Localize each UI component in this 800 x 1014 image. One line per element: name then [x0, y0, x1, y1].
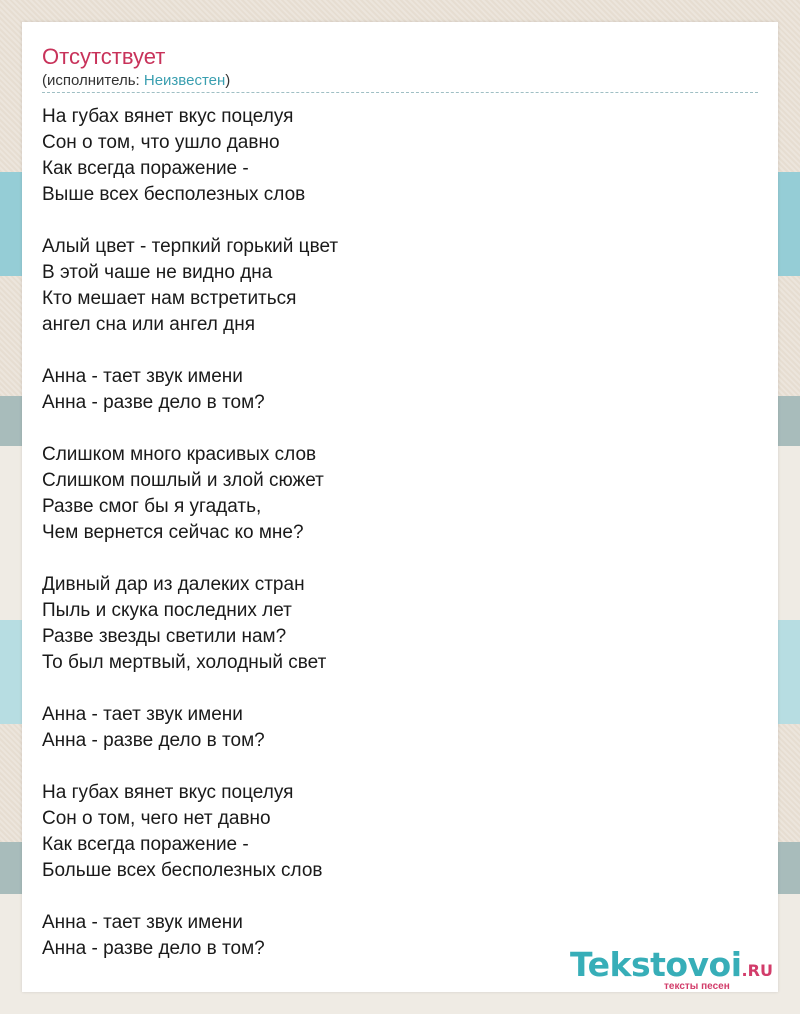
lyrics-line: В этой чаше не видно дна — [42, 262, 273, 283]
lyrics-line: Разве звезды светили нам? — [42, 626, 287, 647]
lyrics-line: Анна - тает звук имени — [42, 912, 243, 933]
lyrics-line: Анна - тает звук имени — [42, 704, 243, 725]
lyrics-line: Выше всех бесполезных слов — [42, 184, 306, 205]
lyrics-line: Сон о том, что ушло давно — [42, 132, 280, 153]
lyrics-line: Слишком много красивых слов — [42, 444, 317, 465]
lyrics-line: Сон о том, чего нет давно — [42, 808, 271, 829]
lyrics-line: Разве смог бы я угадать, — [42, 496, 262, 517]
lyrics-line: Анна - разве дело в том? — [42, 392, 265, 413]
lyrics-line: Как всегда поражение - — [42, 158, 249, 179]
lyrics-line: Слишком пошлый и злой сюжет — [42, 470, 324, 491]
lyrics-line: Анна - разве дело в том? — [42, 938, 265, 959]
lyrics-line: Дивный дар из далеких стран — [42, 574, 305, 595]
lyrics-line: То был мертвый, холодный свет — [42, 652, 327, 673]
lyrics-stanza — [42, 702, 742, 754]
lyrics-line: ангел сна или ангел дня — [42, 314, 256, 335]
artist-suffix: ) — [225, 72, 231, 89]
lyrics-line: На губах вянет вкус поцелуя — [42, 782, 294, 803]
logo-tld: .RU — [741, 961, 773, 980]
logo-name: Tekstovoi — [570, 945, 742, 984]
lyrics-stanza — [42, 364, 742, 416]
lyrics-line: Больше всех бесполезных слов — [42, 860, 323, 881]
artist-prefix: (исполнитель: — [42, 72, 144, 89]
divider — [42, 92, 758, 93]
lyrics-stanza — [42, 104, 742, 208]
lyrics-line: Анна - разве дело в том? — [42, 730, 265, 751]
lyrics-stanza — [42, 572, 742, 676]
lyrics-stanza — [42, 780, 742, 884]
lyrics-line: Как всегда поражение - — [42, 834, 249, 855]
lyrics-line: Кто мешает нам встретиться — [42, 288, 297, 309]
lyrics-line: Алый цвет - терпкий горький цвет — [42, 236, 339, 257]
lyrics-line: Чем вернется сейчас ко мне? — [42, 522, 304, 543]
site-logo[interactable] — [570, 947, 773, 997]
lyrics-text — [42, 104, 742, 988]
lyrics-line: Анна - тает звук имени — [42, 366, 243, 387]
lyrics-line: Пыль и скука последних лет — [42, 600, 292, 621]
lyrics-stanza — [42, 234, 742, 338]
logo-tagline: тексты песен — [664, 981, 730, 992]
artist-line — [42, 72, 230, 90]
song-title: Отсутствует — [42, 44, 166, 69]
lyrics-line: На губах вянет вкус поцелуя — [42, 106, 294, 127]
artist-link[interactable]: Неизвестен — [143, 72, 226, 89]
lyrics-stanza — [42, 442, 742, 546]
lyrics-card — [22, 22, 778, 992]
